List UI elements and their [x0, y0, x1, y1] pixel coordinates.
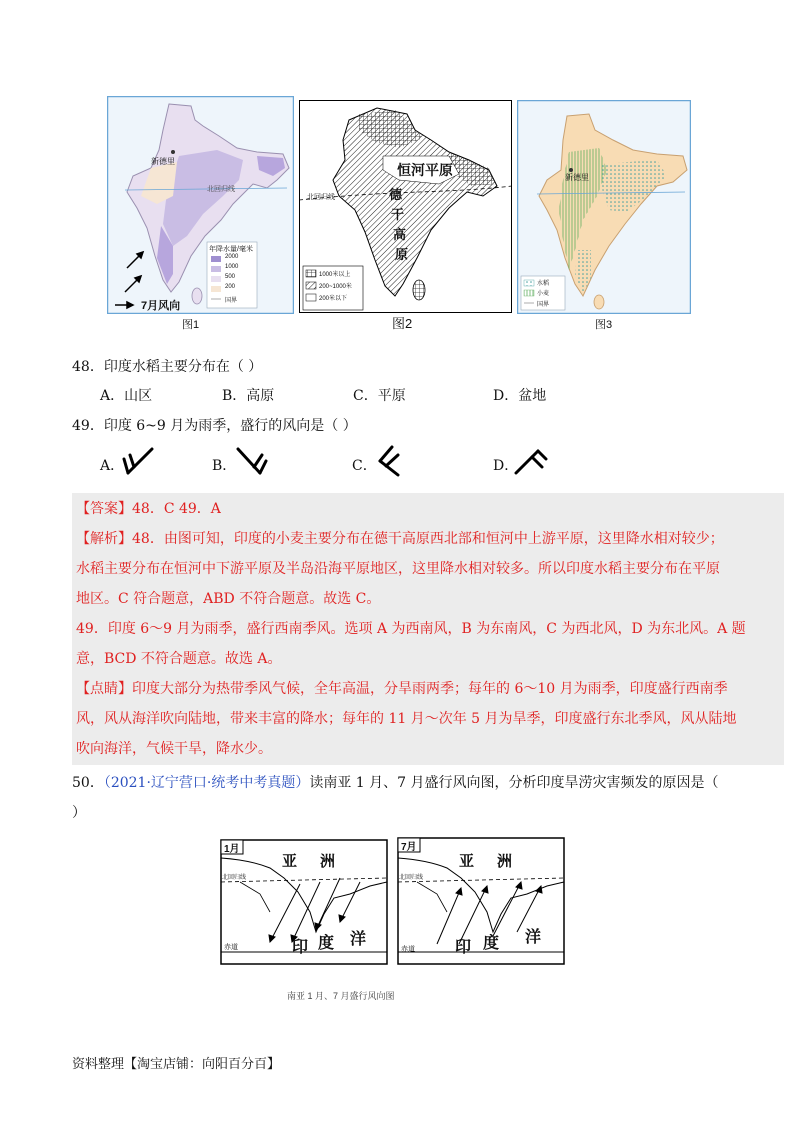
fig1-legend-item: 1000 [225, 264, 239, 270]
jan-ocean-char: 印 [292, 939, 309, 956]
figure-3 [517, 100, 691, 314]
answer-line: 【答案】48．C 49．A [76, 501, 221, 517]
fig1-legend-item: 2000 [225, 254, 239, 260]
jul-ocean-char: 印 [455, 939, 472, 956]
jan-ocean-char: 洋 [350, 931, 367, 948]
q50-figure-caption: 南亚 1 月、7 月盛行风向图 [287, 991, 395, 1001]
q48-stem: 48．印度水稻主要分布在（ ） [72, 359, 263, 375]
jan-ocean-char: 度 [318, 935, 335, 952]
note-line: 【点睛】印度大部分为热带季风气候，全年高温，分旱雨两季；每年的 6～10 月为雨季，印度盛行西南季 [76, 681, 728, 697]
fig3-legend-item: 水稻 [537, 281, 550, 287]
figure-2 [299, 100, 512, 313]
india-precipitation-map [107, 96, 294, 314]
wind-symbol-northeast-icon [512, 445, 548, 475]
q48-option-b: B．高原 [222, 388, 275, 404]
note-line: 吹向海洋，气候干旱，降水少。 [76, 741, 272, 757]
fig2-legend-item: 200~1000米 [319, 284, 352, 290]
jul-tropic-label: 北回归线 [399, 875, 424, 881]
fig2-plateau-char: 高 [393, 227, 407, 242]
wind-symbol-southeast-icon [234, 445, 270, 475]
fig2-caption: 图2 [392, 316, 413, 331]
fig1-tropic-label: 北回归线 [207, 186, 235, 193]
analysis-line: 49．印度 6～9 月为雨季，盛行西南季风。选项 A 为西南风，B 为东南风，C 为西北风，D 为东北风。A 题 [76, 621, 746, 637]
q49-option-c: C． [352, 458, 377, 474]
jul-continent-char: 洲 [497, 853, 513, 870]
jul-month-label: 7月 [401, 842, 417, 853]
jul-ocean-char: 度 [483, 935, 500, 952]
analysis-line: 地区。C 符合题意，ABD 不符合题意。故选 C。 [76, 591, 381, 607]
jul-equator-label: 赤道 [401, 946, 415, 953]
q50-stem [72, 773, 719, 793]
fig2-legend-item: 200米以下 [319, 296, 348, 302]
q49-option-d: D． [493, 458, 519, 474]
wind-symbol-southwest-icon [120, 445, 156, 475]
fig1-legend-title: 年降水量/毫米 [209, 246, 253, 253]
fig1-caption: 图1 [182, 319, 200, 331]
fig3-legend-item: 小麦 [537, 291, 550, 297]
analysis-line: 水稻主要分布在恒河中下游平原及半岛沿海平原地区，这里降水相对较多。所以印度水稻主要分布在平原 [76, 561, 720, 577]
q50-number: 50． [72, 775, 104, 791]
fig1-legend-border: 国界 [225, 298, 238, 304]
fig3-legend-item: 国界 [537, 302, 550, 308]
q48-option-a: A．山区 [100, 388, 153, 404]
fig2-legend-item: 1000米以上 [319, 272, 351, 278]
q48-option-c: C．平原 [353, 388, 406, 404]
q49-option-b: B． [212, 458, 237, 474]
q50-stem-end: ） [72, 805, 86, 821]
q50-map-july [397, 836, 567, 970]
jan-month-label: 1月 [224, 844, 240, 855]
jan-tropic-label: 北回归线 [222, 875, 247, 881]
fig2-plain-label: 恒河平原 [397, 162, 453, 178]
jan-continent-char: 洲 [320, 853, 336, 870]
q50-map-january [220, 838, 390, 968]
fig1-wind-label: 7月风向 [141, 300, 181, 312]
fig3-caption: 图3 [595, 319, 613, 331]
fig1-legend-item: 500 [225, 274, 236, 280]
fig2-plateau-char: 干 [391, 207, 405, 222]
jan-equator-label: 赤道 [224, 944, 238, 951]
answer-analysis-box [72, 493, 784, 765]
fig2-plateau-char: 德 [389, 187, 403, 202]
q48-option-d: D．盆地 [493, 388, 547, 404]
analysis-line: 意，BCD 不符合题意。故选 A。 [76, 651, 282, 667]
jan-continent-char: 亚 [282, 853, 298, 870]
q49-option-a: A． [100, 458, 125, 474]
july-wind-map [397, 836, 567, 970]
jul-continent-char: 亚 [459, 853, 475, 870]
fig1-legend-item: 200 [225, 284, 236, 290]
fig1-city-label: 新德里 [151, 157, 175, 166]
figure-1 [107, 96, 294, 314]
jul-ocean-char: 洋 [525, 929, 542, 946]
fig2-tropic-label: 北回归线 [307, 194, 335, 201]
note-line: 风，风从海洋吹向陆地，带来丰富的降水；每年的 11 月～次年 5 月为旱季，印度盛行东北季风，风从陆地 [76, 711, 737, 727]
fig2-plateau-char: 原 [395, 247, 409, 262]
q50-stem-text: 读南亚 1 月、7 月盛行风向图，分析印度旱涝灾害频发的原因是（ [309, 775, 719, 791]
footer-source: 资料整理【淘宝店铺：向阳百分百】 [72, 1057, 281, 1072]
q50-source: （2021·辽宁营口·统考中考真题） [103, 775, 310, 791]
analysis-line: 【解析】48．由图可知，印度的小麦主要分布在德干高原西北部和恒河中上游平原，这里降水相对较少； [76, 531, 724, 547]
wind-symbol-northwest-icon [372, 443, 404, 477]
q49-stem: 49．印度 6~9 月为雨季，盛行的风向是（ ） [72, 418, 357, 434]
fig3-city-label: 新德里 [565, 173, 589, 182]
